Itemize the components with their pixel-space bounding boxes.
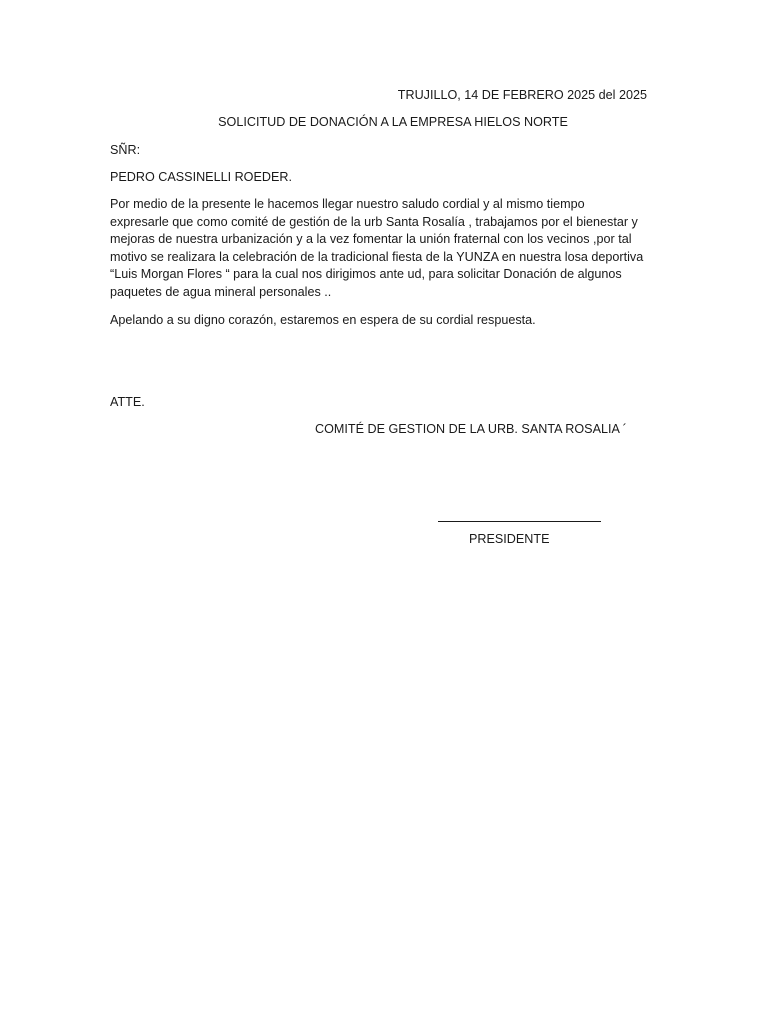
letter-closing: Apelando a su digno corazón, estaremos en espera de su cordial respuesta. — [110, 313, 536, 327]
body-line: Por medio de la presente le hacemos llegar nuestro saludo cordial y al mismo tiempo — [110, 197, 585, 211]
body-line: expresarle que como comité de gestión de la urb Santa Rosalía , trabajamos por el bienestar y — [110, 214, 638, 229]
letter-body — [110, 196, 660, 302]
body-line: paquetes de agua mineral personales .. — [110, 284, 332, 299]
body-line: motivo se realizara la celebración de la tradicional fiesta de la YUNZA en nuestra losa deportiva — [110, 249, 644, 264]
letter-sign-off: ATTE. — [110, 395, 145, 409]
signature-rule — [438, 521, 601, 522]
letter-date: TRUJILLO, 14 DE FEBRERO 2025 del 2025 — [397, 88, 647, 102]
letter-salutation: SÑR: — [110, 143, 141, 157]
letter-subject: SOLICITUD DE DONACIÓN A LA EMPRESA HIELOS NORTE — [218, 115, 568, 129]
signature-role: PRESIDENTE — [469, 532, 550, 546]
letter-recipient: PEDRO CASSINELLI ROEDER. — [110, 170, 292, 184]
signature-line — [438, 507, 601, 522]
body-line: mejoras de nuestra urbanización y a la vez fomentar la unión fraternal con los vecinos ,por tal — [110, 232, 632, 247]
committee-name: COMITÉ DE GESTION DE LA URB. SANTA ROSALIA ´ — [315, 422, 627, 436]
body-line: “Luis Morgan Flores “ para la cual nos dirigimos ante ud, para solicitar Donación de algunos — [110, 267, 622, 282]
